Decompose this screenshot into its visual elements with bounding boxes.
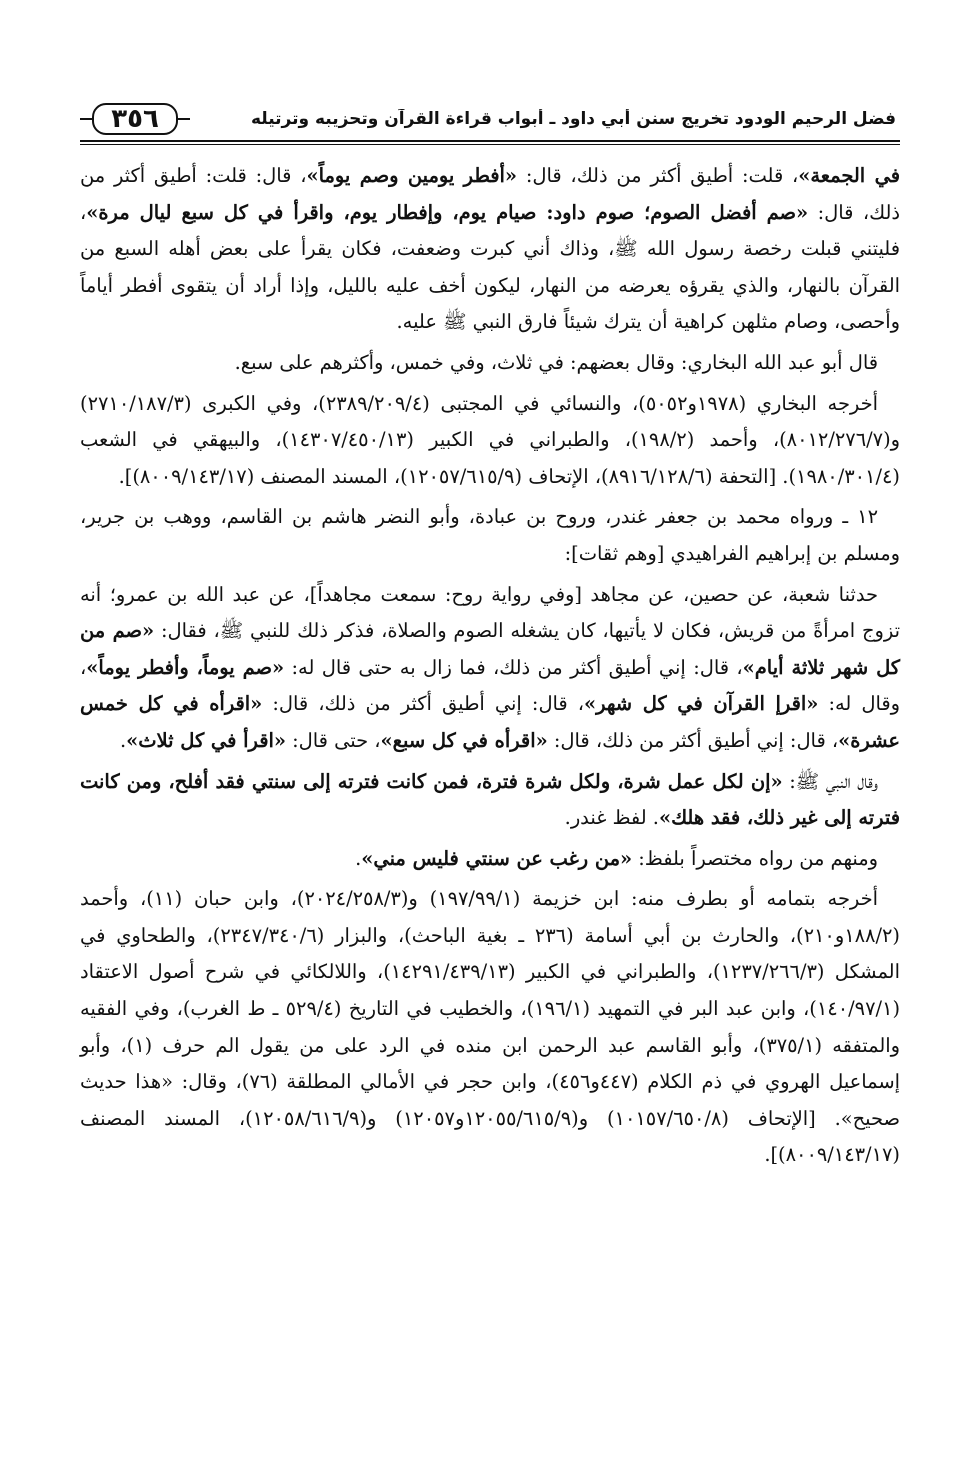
text-run: قال أبو عبد الله البخاري: وقال بعضهم: في ثلاث، وفي خمس، وأكثرهم على سبع. [234,350,878,374]
running-title: فضل الرحيم الودود تخريج سنن أبي داود ـ أبواب قراءة القرآن وتحزيبه وترتيله [250,109,896,129]
paragraph [80,764,900,837]
paragraph [80,841,900,878]
bold-quote: «إن لكل عمل شرة، ولكل شرة فترة، فمن كانت فترته إلى سنتي فقد أفلح، ومن كانت فترته إلى غير ذلك، فقد هلك» [80,769,900,830]
header-rule-right [176,118,190,120]
text-run: ، وقال له: [80,655,900,716]
paragraph [80,386,900,496]
bold-quote: «صم أفضل الصوم؛ صوم داود: صيام يوم، وإفطار يوم، واقرأ في كل سبع ليال مرة» [86,200,809,224]
bold-quote: «اقرأه في كل سبع» [380,728,548,752]
text-run: أخرجه البخاري (١٩٧٨و٥٠٥٢)، والنسائي في المجتبى (٢٣٨٩/٢٠٩/٤)، وفي الكبرى (٢٧١٠/١٨٧/٣) و(٨٠١٢/٢٧٦/٧)، وأحمد (١٩٨/٢)، والطبراني في الكبير (١٤٣٠٧/٤٥٠/١٣)، والبيهقي في الشعب (١٩٨٠/٣٠١/٤). [التحفة (٨٩١٦/١٢٨/٦)، الإتحاف (١٢٠٥٧/٦١٥/٩)، المسند المصنف (٨٠٠٩/١٤٣/١٧)]. [80,391,900,488]
text-run: . [355,846,362,870]
bold-quote: في الجمعة» [798,164,900,187]
bold-quote: «أفطر يومين وصم يوماً» [306,164,518,187]
text-run: ١٢ ـ ورواه محمد بن جعفر غندر، وروح بن عبادة، وأبو النضر هاشم بن القاسم، ووهب بن جرير، ومسلم بن إبراهيم الفراهيدي [وهم ثقات]: [80,505,900,565]
bold-quote: «صم يوماً، وأفطر يوماً» [86,655,285,679]
page-number-ornament [80,99,190,139]
page-number: ٣٥٦ [111,104,159,134]
text-run: ومنهم من رواه مختصراً بلفظ: [632,846,878,870]
page-body [80,158,900,1178]
text-run: ، قال: إني أطيق أكثر من ذلك، فما زال به حتى قال له: [284,655,743,679]
text-run: ، حتى قال: [285,728,381,752]
paragraph [80,499,900,572]
text-run: ، فليتني قبلت رخصة رسول الله ﷺ، وذاك أني كبرت وضعفت، فكان يقرأ على بعض أهله السبع من القرآن بالنهار، والذي يقرؤه يعرضه من النهار، ليكون أخف عليه بالليل، وإذا أراد أن يتقوى أفطر أياماً وأحصى، وصام مثلهن كراهية أن يترك شيئاً فارق النبي ﷺ عليه. [80,200,900,334]
text-run: ، قلت: أطيق أكثر من ذلك، قال: [517,164,799,187]
text-run: . لفظ غندر. [564,806,659,830]
text-run: أخرجه بتمامه أو بطرف منه: ابن خزيمة (١٩٧/٩٩/١) و(٢٠٢٤/٢٥٨/٣)، وابن حبان (١١)، وأحمد (١٨٨/٢و٢١٠)، والحارث بن أبي أسامة (٢٣٦ ـ بغية الباحث)، والبزار (٢٣٤٧/٣٤٠/٦)، والطحاوي في المشكل (١٢٣٧/٢٦٦/٣)، والطبراني في الكبير (١٤٢٩١/٤٣٩/١٣)، واللالكائي في شرح أصول الاعتقاد (١٤٠/٩٧/١)، وابن عبد البر في التمهيد (١٩٦/١)، والخطيب في التاريخ (٥٢٩/٤ ـ ط الغرب)، وفي الفقيه والمتفقه (٣٧٥/١)، وأبو القاسم عبد الرحمن ابن منده في الرد على من يقول الم حرف (١)، وأبو إسماعيل الهروي في ذم الكلام (٤٤٧و٤٥٦)، وابن حجر في الأمالي المطلقة (٧٦)، وقال: «هذا حديث صحيح». [الإتحاف (١٠١٥٧/٦٥٠/٨) و(١٢٠٥٥/٦١٥/٩و١٢٠٥٧) و(١٢٠٥٨/٦١٦/٩)، المسند المصنف (٨٠٠٩/١٤٣/١٧)]. [80,887,901,1167]
text-run: حدثنا شعبة، عن حصين، عن مجاهد [وفي رواية روح: سمعت مجاهداً]، عن عبد الله بن عمرو؛ أنه تزوج امرأةً من قريش، فكان لا يأتيها، كان يشغله الصوم والصلاة، فذكر ذلك للنبي ﷺ، فقال: [80,582,900,643]
page-header [80,92,900,146]
bold-quote: «اقرأ في كل ثلاث» [126,728,286,752]
paragraph [80,158,900,341]
text-run: ، قال: إني أطيق أكثر من ذلك، قال: [547,728,839,752]
text-run: ، قال: إني أطيق أكثر من ذلك، قال: [262,692,585,716]
bold-quote: «اقرأه في كل خمس عشرة» [80,692,900,752]
bold-quote: «صم من كل شهر ثلاثة أيام» [80,619,900,679]
bold-quote: «اقرإ القرآن في كل شهر» [584,692,819,716]
text-run: . [120,728,127,752]
bold-quote: «من رغب عن سنتي فليس مني» [361,846,633,870]
text-run: وقال النبي ﷺ: [782,769,879,793]
paragraph [80,577,900,760]
text-run: ، قال: قلت: أطيق أكثر من ذلك، قال: [80,164,900,224]
paragraph [80,881,900,1174]
header-rule [80,140,900,145]
paragraph [80,345,900,382]
